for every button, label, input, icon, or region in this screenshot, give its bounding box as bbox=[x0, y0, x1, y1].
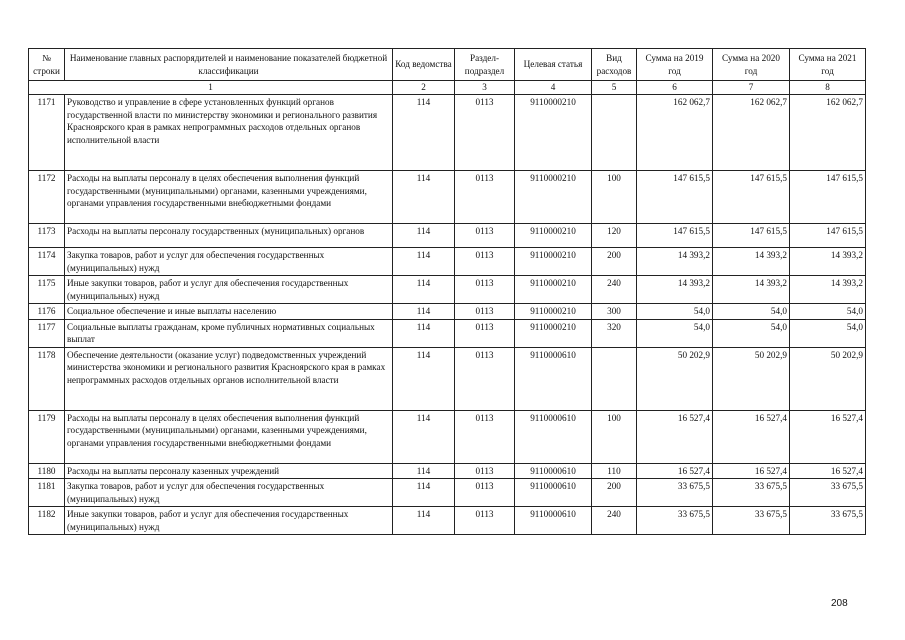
header-row bbox=[29, 49, 866, 81]
row-sum-2020: 16 527,4 bbox=[713, 463, 790, 479]
row-sum-2019: 54,0 bbox=[637, 319, 713, 347]
row-sum-2021: 14 393,2 bbox=[790, 248, 866, 276]
row-expense-type: 300 bbox=[592, 304, 637, 320]
row-sum-2021: 16 527,4 bbox=[790, 463, 866, 479]
row-expense-type: 200 bbox=[592, 479, 637, 507]
row-section: 0113 bbox=[455, 248, 515, 276]
row-name: Социальные выплаты гражданам, кроме публичных нормативных социальных выплат bbox=[65, 319, 393, 347]
header-section: Раздел-подраздел bbox=[455, 49, 515, 81]
row-number: 1179 bbox=[29, 410, 65, 463]
row-dept-code: 114 bbox=[393, 248, 455, 276]
row-number: 1178 bbox=[29, 347, 65, 410]
row-name: Закупка товаров, работ и услуг для обеспечения государственных (муниципальных) нужд bbox=[65, 248, 393, 276]
table-row bbox=[29, 95, 866, 171]
row-sum-2019: 162 062,7 bbox=[637, 95, 713, 171]
row-name: Расходы на выплаты персоналу в целях обеспечения выполнения функций государственными (муниципальными) органами, казенными учреждениями, органами управления государственными внебюджетными фондами bbox=[65, 410, 393, 463]
row-target: 9110000210 bbox=[515, 171, 592, 224]
row-sum-2020: 33 675,5 bbox=[713, 507, 790, 535]
row-target: 9110000210 bbox=[515, 248, 592, 276]
row-name: Расходы на выплаты персоналу в целях обеспечения выполнения функций государственными (муниципальными) органами, казенными учреждениями, органами управления государственными внебюджетными фондами bbox=[65, 171, 393, 224]
row-name: Расходы на выплаты персоналу государственных (муниципальных) органов bbox=[65, 224, 393, 248]
row-section: 0113 bbox=[455, 410, 515, 463]
row-dept-code: 114 bbox=[393, 347, 455, 410]
page-number: 208 bbox=[831, 598, 848, 609]
row-sum-2020: 54,0 bbox=[713, 304, 790, 320]
row-sum-2019: 147 615,5 bbox=[637, 224, 713, 248]
header-dept-code: Код ведомства bbox=[393, 49, 455, 81]
column-number: 6 bbox=[637, 81, 713, 95]
row-expense-type bbox=[592, 347, 637, 410]
row-number: 1172 bbox=[29, 171, 65, 224]
row-sum-2020: 147 615,5 bbox=[713, 224, 790, 248]
row-sum-2020: 54,0 bbox=[713, 319, 790, 347]
row-section: 0113 bbox=[455, 171, 515, 224]
row-sum-2021: 33 675,5 bbox=[790, 507, 866, 535]
row-sum-2020: 147 615,5 bbox=[713, 171, 790, 224]
row-target: 9110000210 bbox=[515, 304, 592, 320]
table-row bbox=[29, 507, 866, 535]
header-target: Целевая статья bbox=[515, 49, 592, 81]
column-number: 3 bbox=[455, 81, 515, 95]
row-dept-code: 114 bbox=[393, 304, 455, 320]
row-number: 1176 bbox=[29, 304, 65, 320]
row-name: Закупка товаров, работ и услуг для обеспечения государственных (муниципальных) нужд bbox=[65, 479, 393, 507]
header-name: Наименование главных распорядителей и наименование показателей бюджетной классификации bbox=[65, 49, 393, 81]
row-expense-type bbox=[592, 95, 637, 171]
row-target: 9110000210 bbox=[515, 319, 592, 347]
column-number: 8 bbox=[790, 81, 866, 95]
row-name: Руководство и управление в сфере установленных функций органов государственной власти по министерству экономики и регионального развития Красноярского края в рамках непрограммных расходов отдельных органов исполнительной власти bbox=[65, 95, 393, 171]
header-sum-2019: Сумма на 2019 год bbox=[637, 49, 713, 81]
row-number: 1173 bbox=[29, 224, 65, 248]
row-number: 1174 bbox=[29, 248, 65, 276]
row-dept-code: 114 bbox=[393, 479, 455, 507]
row-expense-type: 320 bbox=[592, 319, 637, 347]
row-dept-code: 114 bbox=[393, 319, 455, 347]
table-row bbox=[29, 276, 866, 304]
row-section: 0113 bbox=[455, 95, 515, 171]
row-target: 9110000610 bbox=[515, 410, 592, 463]
row-sum-2020: 14 393,2 bbox=[713, 276, 790, 304]
row-name: Иные закупки товаров, работ и услуг для обеспечения государственных (муниципальных) нужд bbox=[65, 276, 393, 304]
row-sum-2021: 54,0 bbox=[790, 319, 866, 347]
row-sum-2021: 147 615,5 bbox=[790, 171, 866, 224]
column-number: 1 bbox=[29, 81, 393, 95]
row-name: Расходы на выплаты персоналу казенных учреждений bbox=[65, 463, 393, 479]
row-sum-2019: 16 527,4 bbox=[637, 463, 713, 479]
row-target: 9110000210 bbox=[515, 276, 592, 304]
column-number: 7 bbox=[713, 81, 790, 95]
row-sum-2019: 16 527,4 bbox=[637, 410, 713, 463]
row-expense-type: 240 bbox=[592, 276, 637, 304]
row-number: 1175 bbox=[29, 276, 65, 304]
row-target: 9110000210 bbox=[515, 224, 592, 248]
row-number: 1182 bbox=[29, 507, 65, 535]
row-name: Иные закупки товаров, работ и услуг для обеспечения государственных (муниципальных) нужд bbox=[65, 507, 393, 535]
row-section: 0113 bbox=[455, 319, 515, 347]
row-section: 0113 bbox=[455, 347, 515, 410]
row-section: 0113 bbox=[455, 224, 515, 248]
row-dept-code: 114 bbox=[393, 410, 455, 463]
row-sum-2020: 14 393,2 bbox=[713, 248, 790, 276]
column-number: 4 bbox=[515, 81, 592, 95]
table-row bbox=[29, 319, 866, 347]
row-dept-code: 114 bbox=[393, 171, 455, 224]
row-section: 0113 bbox=[455, 479, 515, 507]
row-sum-2021: 54,0 bbox=[790, 304, 866, 320]
row-dept-code: 114 bbox=[393, 507, 455, 535]
column-number: 5 bbox=[592, 81, 637, 95]
row-section: 0113 bbox=[455, 507, 515, 535]
row-section: 0113 bbox=[455, 463, 515, 479]
table-row bbox=[29, 224, 866, 248]
row-expense-type: 120 bbox=[592, 224, 637, 248]
row-number: 1177 bbox=[29, 319, 65, 347]
table-row bbox=[29, 463, 866, 479]
row-name: Социальное обеспечение и иные выплаты населению bbox=[65, 304, 393, 320]
row-target: 9110000610 bbox=[515, 507, 592, 535]
row-sum-2021: 147 615,5 bbox=[790, 224, 866, 248]
row-expense-type: 240 bbox=[592, 507, 637, 535]
row-sum-2021: 50 202,9 bbox=[790, 347, 866, 410]
header-sum-2021: Сумма на 2021 год bbox=[790, 49, 866, 81]
row-name: Обеспечение деятельности (оказание услуг) подведомственных учреждений министерства экономики и регионального развития Красноярского края в рамках непрограммных расходов отдельных органов исполнительной власти bbox=[65, 347, 393, 410]
row-dept-code: 114 bbox=[393, 463, 455, 479]
row-number: 1180 bbox=[29, 463, 65, 479]
row-expense-type: 200 bbox=[592, 248, 637, 276]
row-sum-2019: 33 675,5 bbox=[637, 507, 713, 535]
row-number: 1171 bbox=[29, 95, 65, 171]
row-sum-2021: 162 062,7 bbox=[790, 95, 866, 171]
header-row-number: № строки bbox=[29, 49, 65, 81]
row-target: 9110000610 bbox=[515, 479, 592, 507]
row-section: 0113 bbox=[455, 304, 515, 320]
table-row bbox=[29, 410, 866, 463]
row-sum-2019: 54,0 bbox=[637, 304, 713, 320]
row-sum-2019: 33 675,5 bbox=[637, 479, 713, 507]
budget-table bbox=[28, 48, 866, 535]
row-dept-code: 114 bbox=[393, 224, 455, 248]
row-target: 9110000210 bbox=[515, 95, 592, 171]
row-sum-2020: 162 062,7 bbox=[713, 95, 790, 171]
row-sum-2021: 33 675,5 bbox=[790, 479, 866, 507]
row-target: 9110000610 bbox=[515, 463, 592, 479]
column-number: 2 bbox=[393, 81, 455, 95]
row-section: 0113 bbox=[455, 276, 515, 304]
row-expense-type: 100 bbox=[592, 171, 637, 224]
row-sum-2019: 50 202,9 bbox=[637, 347, 713, 410]
row-dept-code: 114 bbox=[393, 95, 455, 171]
row-sum-2020: 33 675,5 bbox=[713, 479, 790, 507]
row-number: 1181 bbox=[29, 479, 65, 507]
table-body bbox=[29, 95, 866, 535]
row-sum-2020: 16 527,4 bbox=[713, 410, 790, 463]
table-row bbox=[29, 304, 866, 320]
row-sum-2019: 147 615,5 bbox=[637, 171, 713, 224]
table-row bbox=[29, 347, 866, 410]
row-sum-2021: 14 393,2 bbox=[790, 276, 866, 304]
table-row bbox=[29, 171, 866, 224]
row-sum-2020: 50 202,9 bbox=[713, 347, 790, 410]
row-dept-code: 114 bbox=[393, 276, 455, 304]
row-expense-type: 100 bbox=[592, 410, 637, 463]
header-expense-type: Вид расходов bbox=[592, 49, 637, 81]
header-sum-2020: Сумма на 2020 год bbox=[713, 49, 790, 81]
row-sum-2021: 16 527,4 bbox=[790, 410, 866, 463]
table-row bbox=[29, 248, 866, 276]
row-target: 9110000610 bbox=[515, 347, 592, 410]
column-number-row bbox=[29, 81, 866, 95]
row-sum-2019: 14 393,2 bbox=[637, 276, 713, 304]
row-sum-2019: 14 393,2 bbox=[637, 248, 713, 276]
row-expense-type: 110 bbox=[592, 463, 637, 479]
table-row bbox=[29, 479, 866, 507]
